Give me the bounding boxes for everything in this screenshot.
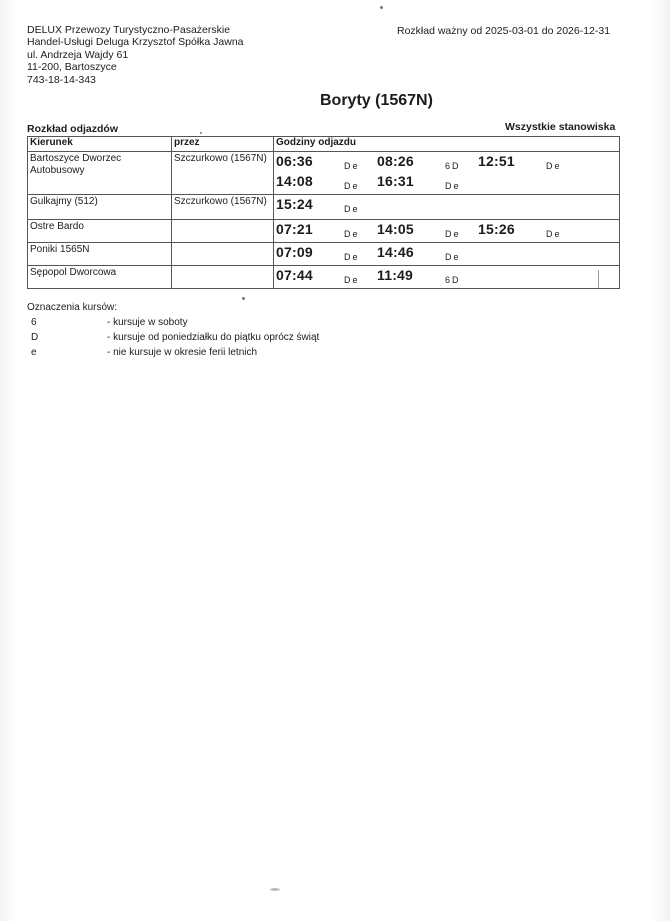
scan-speck [270,888,280,891]
company-street: ul. Andrzeja Wajdy 61 [27,48,129,61]
departure-time: 15:24 [276,196,313,212]
via-cell [172,266,274,289]
departure-time: 14:05 [377,221,414,237]
departure [274,196,375,212]
departure-marks: De [344,204,360,214]
departure-marks: De [344,229,360,239]
header-via: przez [172,137,274,152]
via-cell: Szczurkowo (1567N) [172,152,274,195]
via-cell [172,243,274,266]
departure-time: 15:26 [478,221,515,237]
table-row [28,152,620,195]
departure-time: 11:49 [377,267,414,283]
departure-marks: 6D [445,161,461,171]
departure-marks: De [344,181,360,191]
table-row [28,220,620,243]
times-line [274,153,619,173]
departure [274,267,375,283]
times-cell [274,266,620,289]
direction-cell: Sępopol Dworcowa [28,266,172,289]
legend-desc: - kursuje w soboty [107,317,188,328]
departure [476,153,577,169]
departure-time: 07:21 [276,221,313,237]
departure [274,221,375,237]
company-city: 11-200, Bartoszyce [27,61,117,74]
departure [274,244,375,260]
scan-speck [598,270,599,288]
legend-desc: - nie kursuje w okresie ferii letnich [107,347,258,358]
table-row [28,243,620,266]
table-row [28,266,620,289]
departure [274,153,375,169]
times-cell [274,152,620,195]
company-name: DELUX Przewozy Turystyczno-Pasażerskie [27,24,231,36]
times-cell [274,243,620,266]
section-title: Rozkład odjazdów [27,123,119,135]
legend-item [27,345,258,360]
stands-label: Wszystkie stanowiska [505,121,616,133]
scan-speck [380,6,383,9]
times-line [274,221,619,241]
table-row [28,195,620,220]
times-line [274,267,619,287]
company-subtitle: Handel-Usługi Deluga Krzysztof Spółka Jawna [27,36,244,49]
departure-marks: De [344,252,360,262]
via-cell: Szczurkowo (1567N) [172,195,274,220]
departure-marks: De [445,181,461,191]
departure-time: 12:51 [478,153,515,169]
departure-time: 06:36 [276,153,313,169]
times-line [274,196,619,216]
departure-time: 07:09 [276,244,313,260]
legend-title: Oznaczenia kursów: [27,302,118,313]
departure [375,153,476,169]
times-line [274,173,619,193]
direction-cell: Bartoszyce Dworzec Autobusowy [28,152,172,195]
departure [375,221,476,237]
direction-cell: Poniki 1565N [28,243,172,266]
departure-marks: De [344,161,360,171]
stop-title: Boryty (1567N) [320,92,433,109]
departure [375,244,476,260]
departure [375,173,476,189]
validity-period: Rozkład ważny od 2025-03-01 do 2026-12-31 [397,25,611,37]
legend-code: e [31,347,37,358]
legend [27,300,320,360]
legend-item [27,330,320,345]
departure-marks: De [445,229,461,239]
departure [375,267,476,283]
times-cell [274,195,620,220]
departure-time: 16:31 [377,173,414,189]
scan-speck [242,297,245,300]
table-header-row [28,137,620,152]
header-direction: Kierunek [28,137,172,152]
departure-time: 08:26 [377,153,414,169]
departure [274,173,375,189]
legend-item [27,315,188,330]
departure-time: 14:46 [377,244,414,260]
departures-table [27,136,620,289]
via-cell [172,220,274,243]
departure-marks: De [344,275,360,285]
departure-time: 14:08 [276,173,313,189]
departure [476,221,577,237]
departure-marks: De [546,229,562,239]
company-info [27,24,244,86]
scan-speck [200,132,202,134]
times-line [274,244,619,264]
direction-cell: Gulkajmy (512) [28,195,172,220]
legend-desc: - kursuje od poniedziałku do piątku oprócz świąt [107,332,320,343]
company-tax-id: 743-18-14-343 [27,73,96,86]
legend-code: 6 [31,317,37,328]
direction-cell: Ostre Bardo [28,220,172,243]
departure-marks: De [445,252,461,262]
departure-time: 07:44 [276,267,313,283]
times-cell [274,220,620,243]
departure-marks: De [546,161,562,171]
legend-code: D [31,332,39,343]
departure-marks: 6D [445,275,461,285]
header-times: Godziny odjazdu [274,137,620,152]
